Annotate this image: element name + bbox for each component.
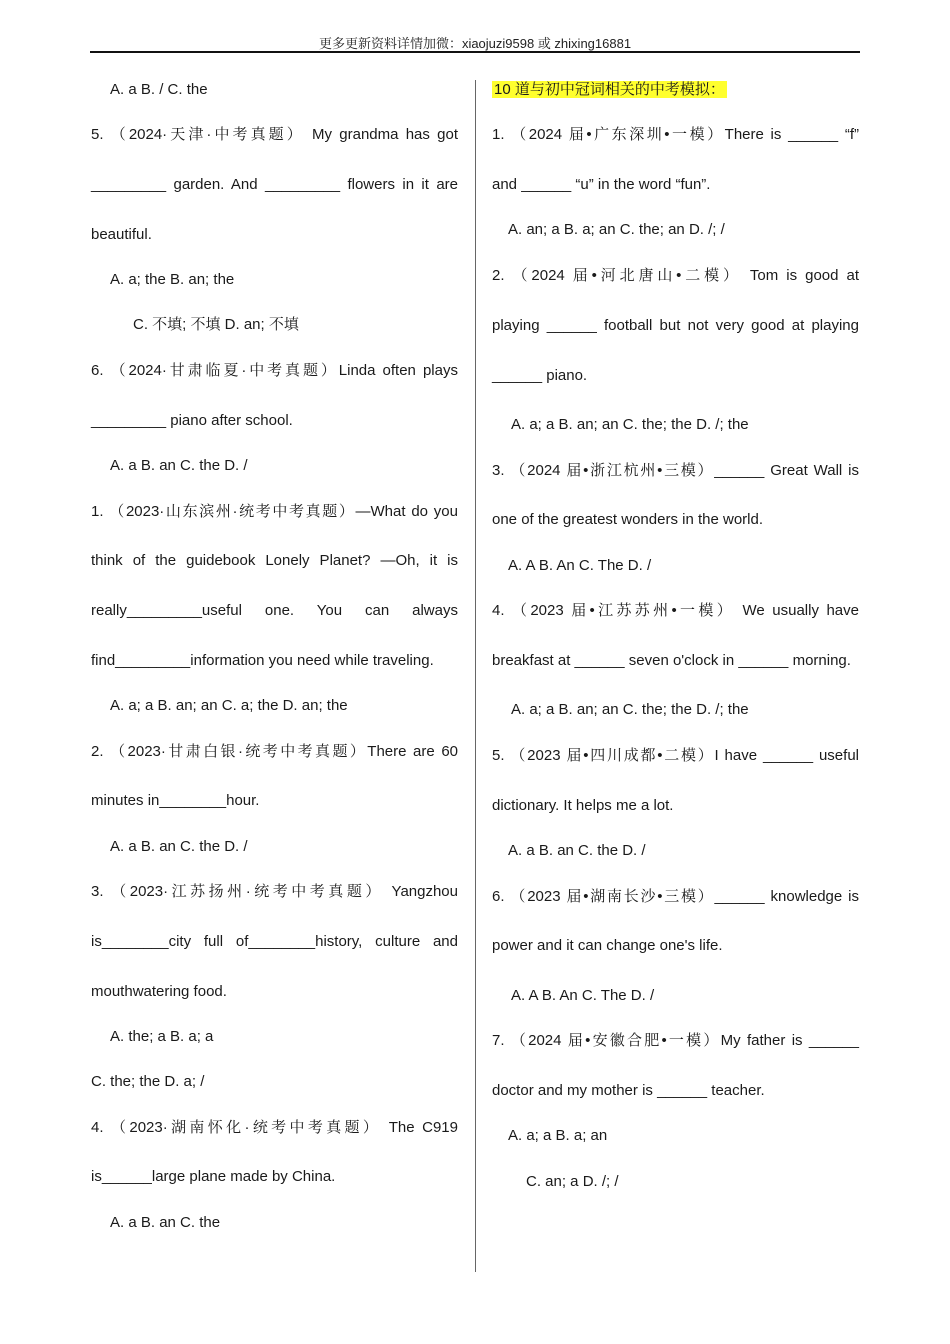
question-stem: is______large plane made by China. xyxy=(91,1168,336,1185)
question-options: A. a; the B. an; the xyxy=(110,271,235,288)
question-options: A. A B. An C. The D. / xyxy=(511,987,655,1004)
question-stem: find_________information you need while traveling. xyxy=(91,652,434,669)
question-stem: 6. （2023 届•湖南长沙•三模）______ knowledge is xyxy=(492,888,859,905)
question-stem: 4. （2023 届•江苏苏州•一模） We usually have xyxy=(492,602,859,619)
question-stem: _________ garden. And _________ flowers in it are xyxy=(91,176,458,193)
question-options: C. an; a D. /; / xyxy=(526,1173,619,1190)
question-stem: really_________useful one. You can always xyxy=(91,602,458,619)
question-stem: 5. （2023 届•四川成都•二模）I have ______ useful xyxy=(492,747,859,764)
question-stem: 1. （2023·山东滨州·统考中考真题）—What do you xyxy=(91,503,458,520)
question-stem: mouthwatering food. xyxy=(91,983,227,1000)
question-options: A. a B. an C. the xyxy=(110,1214,221,1231)
question-stem: think of the guidebook Lonely Planet? —Oh, it is xyxy=(91,552,458,569)
question-stem: one of the greatest wonders in the world. xyxy=(492,511,763,528)
question-options: A. the; a B. a; a xyxy=(110,1028,214,1045)
question-stem: ______ piano. xyxy=(492,367,588,384)
header-rule xyxy=(90,51,860,53)
question-options: A. a; a B. a; an xyxy=(508,1127,608,1144)
question-stem: 6. （2024·甘肃临夏·中考真题）Linda often plays xyxy=(91,362,458,379)
question-stem: 2. （2024 届•河北唐山•二模） Tom is good at xyxy=(492,267,859,284)
question-options: A. a; a B. an; an C. the; the D. /; the xyxy=(511,701,749,718)
question-stem: 4. （2023·湖南怀化·统考中考真题） The C919 xyxy=(91,1119,458,1136)
question-stem: 3. （2024 届•浙江杭州•三模）______ Great Wall is xyxy=(492,462,859,479)
question-stem: minutes in________hour. xyxy=(91,792,260,809)
question-stem: 1. （2024 届•广东深圳•一模）There is ______ “f” xyxy=(492,126,859,143)
question-options: A. a B. an C. the D. / xyxy=(508,842,646,859)
question-options: C. the; the D. a; / xyxy=(91,1073,205,1090)
question-options: A. A B. An C. The D. / xyxy=(508,557,652,574)
column-divider xyxy=(475,80,476,1272)
question-options: A. a; a B. an; an C. the; the D. /; the xyxy=(511,416,749,433)
section-title-highlight: 10 道与初中冠词相关的中考模拟： xyxy=(494,81,725,98)
question-stem: power and it can change one's life. xyxy=(492,937,723,954)
question-stem: beautiful. xyxy=(91,226,152,243)
section-title xyxy=(492,80,859,100)
page-header: 更多更新资料详情加微：xiaojuzi9598 或 zhixing16881 xyxy=(318,36,632,51)
question-stem: is________city full of________history, culture and xyxy=(91,933,458,950)
question-options: A. a B. an C. the D. / xyxy=(110,457,248,474)
question-stem: doctor and my mother is ______ teacher. xyxy=(492,1082,765,1099)
question-stem: 3. （2023·江苏扬州·统考中考真题） Yangzhou xyxy=(91,883,458,900)
question-stem: and ______ “u” in the word “fun”. xyxy=(492,176,711,193)
question-options: A. an; a B. a; an C. the; an D. /; / xyxy=(508,221,725,238)
question-stem: playing ______ football but not very good at playing xyxy=(492,317,859,334)
question-options: A. a B. / C. the xyxy=(110,81,208,98)
question-options: A. a; a B. an; an C. a; the D. an; the xyxy=(110,697,348,714)
question-stem: _________ piano after school. xyxy=(91,412,293,429)
question-stem: breakfast at ______ seven o'clock in ______ morning. xyxy=(492,652,851,669)
question-stem: dictionary. It helps me a lot. xyxy=(492,797,674,814)
question-stem: 2. （2023·甘肃白银·统考中考真题）There are 60 xyxy=(91,743,458,760)
question-options: A. a B. an C. the D. / xyxy=(110,838,248,855)
question-options: C. 不填; 不填 D. an; 不填 xyxy=(133,316,299,333)
question-stem: 5. （2024·天津·中考真题） My grandma has got xyxy=(91,126,458,143)
question-stem: 7. （2024 届•安徽合肥•一模）My father is ______ xyxy=(492,1032,859,1049)
